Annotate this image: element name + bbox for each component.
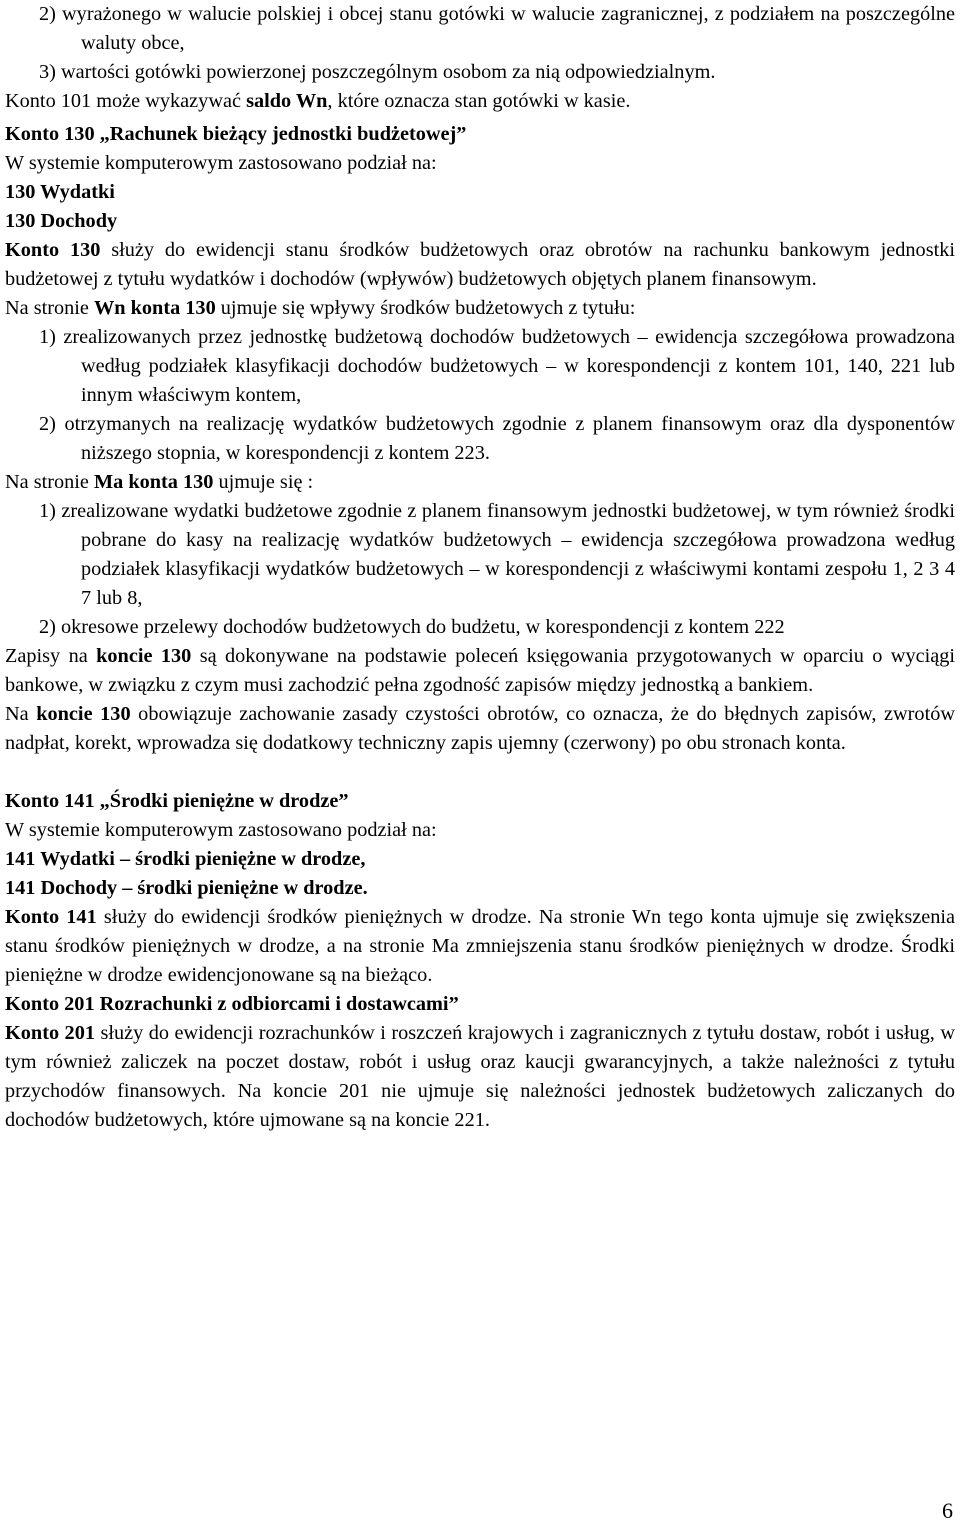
paragraph — [5, 816, 955, 845]
paragraph — [5, 468, 955, 497]
bold-text: Wn konta 130 — [94, 297, 216, 319]
bold-text: 130 Dochody — [5, 210, 118, 232]
text-run: służy do ewidencji stanu środków budżetowych oraz obrotów na rachunku bankowym jednostki budżetowej z tytułu wydatków i dochodów (wpływów) budżetowych objętych planem finansowym. — [5, 239, 955, 290]
text-run: służy do ewidencji środków pieniężnych w drodze. Na stronie Wn tego konta ujmuje się zwiększenia stanu środków pieniężnych w drodze, a na stronie Ma zmniejszenia stanu środków pieniężnych w drodze. Środki pieniężne w drodze ewidencjonowane są na bieżąco. — [5, 906, 955, 986]
text-run: służy do ewidencji rozrachunków i roszczeń krajowych i zagranicznych z tytułu dostaw, robót i usług, w tym również zaliczek na poczet dostaw, robót i usług oraz kaucji gwarancyjnych, a także należności z tytułu przychodów finansowych. Na koncie 201 nie ujmuje się należności jednostek budżetowych zaliczanych do dochodów budżetowych, które ujmowane są na koncie 221. — [5, 1022, 955, 1131]
text-run: Na stronie — [5, 471, 94, 493]
paragraph — [5, 120, 955, 149]
paragraph — [5, 178, 955, 207]
list-item — [5, 497, 955, 613]
text-run: , które oznacza stan gotówki w kasie. — [327, 90, 631, 112]
text-run: ujmuje się wpływy środków budżetowych z tytułu: — [215, 297, 636, 319]
bold-text: Ma konta 130 — [94, 471, 214, 493]
bold-text: 141 Dochody – środki pieniężne w drodze. — [5, 877, 368, 899]
list-item — [5, 613, 955, 642]
text-run: 2) okresowe przelewy dochodów budżetowych do budżetu, w korespondencji z kontem 222 — [39, 616, 785, 638]
bold-text: Konto 201 Rozrachunki z odbiorcami i dostawcami” — [5, 993, 459, 1015]
text-run: 3) wartości gotówki powierzonej poszczególnym osobom za nią odpowiedzialnym. — [39, 61, 716, 83]
text-run: 2) otrzymanych na realizację wydatków budżetowych zgodnie z planem finansowym oraz dla dysponentów niższego stopnia, w korespondencji z kontem 223. — [39, 413, 955, 464]
paragraph — [5, 990, 955, 1019]
text-run: są dokonywane na podstawie poleceń księgowania przygotowanych w oparciu o wyciągi bankowe, w związku z czym musi zachodzić pełna zgodność zapisów między jednostką a bankiem. — [5, 645, 955, 696]
text-run: Na stronie — [5, 297, 94, 319]
text-run: 1) zrealizowanych przez jednostkę budżetową dochodów budżetowych – ewidencja szczegółowa prowadzona według podziałek klasyfikacji dochodów budżetowych – w korespondencji z kontem 101, 140, 221 lub innym właściwym kontem, — [39, 326, 955, 406]
text-run: Na — [5, 703, 37, 725]
bold-text: Konto 141 — [5, 906, 97, 928]
paragraph — [5, 207, 955, 236]
paragraph — [5, 845, 955, 874]
text-run: obowiązuje zachowanie zasady czystości obrotów, co oznacza, że do błędnych zapisów, zwrotów nadpłat, korekt, wprowadza się dodatkowy techniczny zapis ujemny (czerwony) po obu stronach konta. — [5, 703, 955, 754]
text-run: 2) wyrażonego w walucie polskiej i obcej stanu gotówki w walucie zagranicznej, z podziałem na poszczególne waluty obce, — [39, 3, 955, 54]
bold-text: saldo Wn — [246, 90, 328, 112]
text-run: Zapisy na — [5, 645, 97, 667]
paragraph — [5, 87, 955, 116]
bold-text: 141 Wydatki – środki pieniężne w drodze, — [5, 848, 366, 870]
text-run: W systemie komputerowym zastosowano podział na: — [5, 819, 437, 841]
paragraph — [5, 294, 955, 323]
page-number: 6 — [942, 1498, 953, 1523]
spacer — [5, 758, 955, 787]
text-run: W systemie komputerowym zastosowano podział na: — [5, 152, 437, 174]
paragraph — [5, 787, 955, 816]
document-body — [5, 0, 955, 1135]
paragraph — [5, 149, 955, 178]
paragraph — [5, 1019, 955, 1135]
bold-text: koncie 130 — [36, 703, 131, 725]
list-item — [5, 323, 955, 410]
bold-text: Konto 130 „Rachunek bieżący jednostki budżetowej” — [5, 123, 467, 145]
paragraph — [5, 642, 955, 700]
list-item — [5, 58, 955, 87]
text-run: 1) zrealizowane wydatki budżetowe zgodnie z planem finansowym jednostki budżetowej, w tym również środki pobrane do kasy na realizację wydatków budżetowych – ewidencja szczegółowa prowadzona według podziałek klasyfikacji wydatków budżetowych – w korespondencji z właściwymi kontami zespołu 1, 2 3 4 7 lub 8, — [39, 500, 955, 609]
paragraph — [5, 903, 955, 990]
bold-text: Konto 130 — [5, 239, 101, 261]
text-run: ujmuje się : — [213, 471, 314, 493]
list-item — [5, 410, 955, 468]
bold-text: Konto 141 „Środki pieniężne w drodze” — [5, 790, 349, 812]
paragraph — [5, 236, 955, 294]
list-item — [5, 0, 955, 58]
paragraph — [5, 700, 955, 758]
paragraph — [5, 874, 955, 903]
text-run: Konto 101 może wykazywać — [5, 90, 247, 112]
bold-text: 130 Wydatki — [5, 181, 115, 203]
bold-text: koncie 130 — [96, 645, 192, 667]
bold-text: Konto 201 — [5, 1022, 95, 1044]
